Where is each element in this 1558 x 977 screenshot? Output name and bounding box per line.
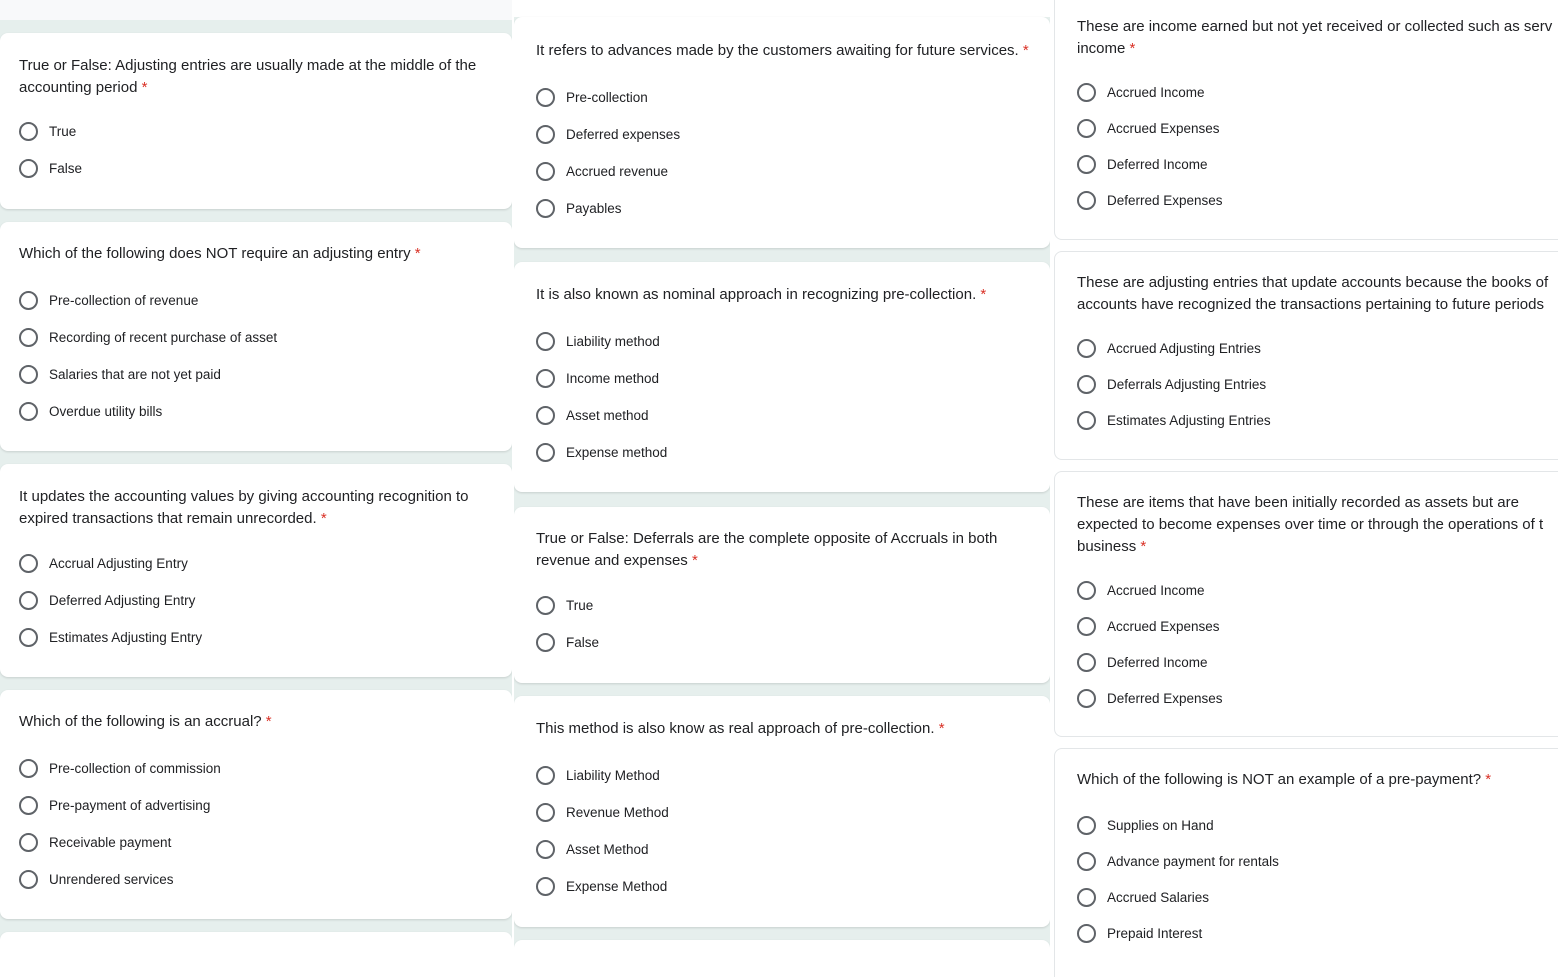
radio-button[interactable] bbox=[1077, 617, 1096, 636]
option-label: Expense method bbox=[566, 444, 668, 460]
radio-option[interactable] bbox=[1077, 885, 1209, 909]
option-label: Estimates Adjusting Entry bbox=[49, 629, 203, 645]
radio-button[interactable] bbox=[536, 199, 555, 218]
option-label: Prepaid Interest bbox=[1107, 925, 1203, 941]
radio-button[interactable] bbox=[19, 402, 38, 421]
radio-button[interactable] bbox=[536, 633, 555, 652]
option-label: Accrued Income bbox=[1107, 84, 1205, 100]
radio-option[interactable] bbox=[1077, 578, 1205, 602]
question-title bbox=[1077, 492, 1543, 558]
radio-option[interactable] bbox=[19, 756, 221, 780]
radio-option[interactable] bbox=[536, 800, 669, 824]
option-label: False bbox=[566, 634, 600, 650]
radio-option[interactable] bbox=[19, 325, 277, 349]
radio-option[interactable] bbox=[19, 288, 198, 312]
radio-button[interactable] bbox=[536, 443, 555, 462]
radio-button[interactable] bbox=[1077, 375, 1096, 394]
radio-button[interactable] bbox=[1077, 653, 1096, 672]
question-title bbox=[1077, 769, 1491, 791]
option-label: Deferred Expenses bbox=[1107, 690, 1223, 706]
question-title bbox=[1077, 16, 1552, 60]
radio-button[interactable] bbox=[1077, 581, 1096, 600]
question-title-line: This method is also know as real approach of pre-collection. bbox=[536, 720, 935, 737]
question-title bbox=[536, 40, 1029, 62]
required-asterisk: * bbox=[980, 286, 987, 303]
option-label: Accrued Income bbox=[1107, 582, 1205, 598]
option-label: Liability Method bbox=[566, 767, 660, 783]
radio-button[interactable] bbox=[19, 833, 38, 852]
question-card bbox=[514, 262, 1050, 492]
question-title-line: accounts have recognized the transactions pertaining to future periods bbox=[1077, 296, 1544, 313]
question-title-line: It is also known as nominal approach in recognizing pre-collection. bbox=[536, 286, 977, 303]
radio-option[interactable] bbox=[536, 630, 599, 654]
option-label: Payables bbox=[566, 200, 622, 216]
radio-option[interactable] bbox=[536, 196, 622, 220]
radio-button[interactable] bbox=[19, 796, 38, 815]
question-title bbox=[19, 55, 476, 99]
option-label: Receivable payment bbox=[49, 834, 172, 850]
question-title bbox=[1077, 272, 1548, 316]
radio-button[interactable] bbox=[536, 596, 555, 615]
radio-option[interactable] bbox=[1077, 813, 1214, 837]
radio-option[interactable] bbox=[536, 440, 667, 464]
question-title bbox=[19, 486, 468, 530]
question-title-line: These are items that have been initially recorded as assets but are bbox=[1077, 494, 1519, 511]
radio-option[interactable] bbox=[536, 403, 649, 427]
question-card bbox=[1054, 471, 1558, 737]
question-card bbox=[0, 33, 512, 209]
required-asterisk: * bbox=[691, 552, 698, 569]
option-label: Accrued Salaries bbox=[1107, 889, 1210, 905]
radio-option[interactable] bbox=[1077, 188, 1223, 212]
radio-button[interactable] bbox=[19, 159, 38, 178]
radio-button[interactable] bbox=[19, 365, 38, 384]
question-title-line: True or False: Adjusting entries are usually made at the middle of the bbox=[19, 57, 477, 74]
option-label: Salaries that are not yet paid bbox=[49, 366, 221, 382]
radio-button[interactable] bbox=[536, 840, 555, 859]
radio-button[interactable] bbox=[536, 877, 555, 896]
question-title-line: accounting period bbox=[19, 79, 138, 96]
radio-option[interactable] bbox=[1077, 408, 1271, 432]
option-label: Deferrals Adjusting Entries bbox=[1107, 376, 1267, 392]
required-asterisk: * bbox=[1022, 42, 1029, 59]
question-title-line: These are adjusting entries that update accounts because the books of bbox=[1077, 274, 1549, 291]
option-label: Pre-payment of advertising bbox=[49, 797, 211, 813]
radio-button[interactable] bbox=[536, 125, 555, 144]
radio-button[interactable] bbox=[1077, 816, 1096, 835]
option-label: Deferred expenses bbox=[566, 126, 681, 142]
radio-option[interactable] bbox=[536, 763, 660, 787]
question-card bbox=[514, 17, 1050, 248]
required-asterisk: * bbox=[320, 510, 327, 527]
option-label: Asset Method bbox=[566, 841, 649, 857]
radio-option[interactable] bbox=[536, 329, 660, 353]
radio-option[interactable] bbox=[1077, 152, 1208, 176]
question-card bbox=[1054, 0, 1558, 240]
question-title bbox=[19, 711, 272, 733]
option-label: Revenue Method bbox=[566, 804, 669, 820]
question-card-partial bbox=[0, 932, 512, 977]
question-card bbox=[1054, 251, 1558, 460]
required-asterisk: * bbox=[265, 713, 272, 730]
radio-option[interactable] bbox=[1077, 372, 1266, 396]
question-title bbox=[536, 528, 997, 572]
option-label: Accrual Adjusting Entry bbox=[49, 555, 188, 571]
radio-button[interactable] bbox=[536, 332, 555, 351]
radio-button[interactable] bbox=[19, 591, 38, 610]
option-label: Unrendered services bbox=[49, 871, 174, 887]
radio-option[interactable] bbox=[536, 366, 659, 390]
question-title-line: revenue and expenses bbox=[536, 552, 688, 569]
question-card bbox=[0, 690, 512, 919]
question-card bbox=[0, 222, 512, 451]
question-title-line: True or False: Deferrals are the complete opposite of Accruals in both bbox=[536, 530, 998, 547]
column-top-strip bbox=[514, 0, 1050, 17]
radio-button[interactable] bbox=[19, 122, 38, 141]
radio-option[interactable] bbox=[19, 399, 162, 423]
option-label: Pre-collection of commission bbox=[49, 760, 221, 776]
radio-option[interactable] bbox=[19, 830, 171, 854]
question-title-line: It refers to advances made by the customers awaiting for future services. bbox=[536, 42, 1019, 59]
question-title-line: expired transactions that remain unrecorded. bbox=[19, 510, 317, 527]
option-label: Accrued Expenses bbox=[1107, 120, 1220, 136]
question-card bbox=[0, 464, 512, 677]
required-asterisk: * bbox=[1129, 40, 1136, 57]
option-label: Expense Method bbox=[566, 878, 668, 894]
radio-option[interactable] bbox=[19, 362, 221, 386]
radio-button[interactable] bbox=[1077, 924, 1096, 943]
required-asterisk: * bbox=[141, 79, 148, 96]
radio-button[interactable] bbox=[536, 766, 555, 785]
question-title bbox=[536, 718, 945, 740]
option-label: Supplies on Hand bbox=[1107, 817, 1214, 833]
question-title-line: Which of the following is NOT an example of a pre-payment? bbox=[1077, 771, 1482, 788]
question-title bbox=[19, 243, 421, 265]
option-label: True bbox=[49, 123, 77, 139]
radio-option[interactable] bbox=[19, 551, 188, 575]
option-label: Asset method bbox=[566, 407, 649, 423]
radio-button[interactable] bbox=[19, 870, 38, 889]
radio-option[interactable] bbox=[536, 159, 668, 183]
radio-button[interactable] bbox=[1077, 689, 1096, 708]
radio-button[interactable] bbox=[536, 369, 555, 388]
option-label: Deferred Income bbox=[1107, 654, 1208, 670]
option-label: Deferred Adjusting Entry bbox=[49, 592, 196, 608]
radio-option[interactable] bbox=[19, 588, 195, 612]
radio-option[interactable] bbox=[19, 793, 210, 817]
radio-button[interactable] bbox=[1077, 119, 1096, 138]
radio-option[interactable] bbox=[536, 837, 649, 861]
option-label: Pre-collection of revenue bbox=[49, 292, 199, 308]
question-title-line: Which of the following is an accrual? bbox=[19, 713, 262, 730]
radio-option[interactable] bbox=[1077, 80, 1205, 104]
option-label: Recording of recent purchase of asset bbox=[49, 329, 278, 345]
question-card-partial bbox=[514, 940, 1050, 977]
option-label: Accrued Expenses bbox=[1107, 618, 1220, 634]
question-title-line: income bbox=[1077, 40, 1126, 57]
question-title-line: expected to become expenses over time or through the operations of t bbox=[1077, 516, 1544, 533]
radio-option[interactable] bbox=[19, 156, 82, 180]
radio-button[interactable] bbox=[19, 759, 38, 778]
radio-button[interactable] bbox=[19, 291, 38, 310]
radio-option[interactable] bbox=[1077, 116, 1220, 140]
option-label: Accrued revenue bbox=[566, 163, 669, 179]
question-card bbox=[1054, 748, 1558, 977]
option-label: False bbox=[49, 160, 83, 176]
question-card bbox=[514, 696, 1050, 927]
radio-button[interactable] bbox=[536, 406, 555, 425]
radio-button[interactable] bbox=[19, 554, 38, 573]
radio-option[interactable] bbox=[19, 625, 202, 649]
radio-option[interactable] bbox=[1077, 614, 1220, 638]
radio-option[interactable] bbox=[536, 122, 680, 146]
radio-button[interactable] bbox=[19, 628, 38, 647]
option-label: True bbox=[566, 597, 594, 613]
radio-option[interactable] bbox=[19, 867, 174, 891]
radio-button[interactable] bbox=[1077, 888, 1096, 907]
option-label: Advance payment for rentals bbox=[1107, 853, 1279, 869]
question-title-line: It updates the accounting values by giving accounting recognition to bbox=[19, 488, 469, 505]
radio-button[interactable] bbox=[1077, 155, 1096, 174]
radio-option[interactable] bbox=[536, 85, 648, 109]
radio-button[interactable] bbox=[1077, 191, 1096, 210]
radio-option[interactable] bbox=[536, 593, 593, 617]
radio-button[interactable] bbox=[19, 328, 38, 347]
option-label: Income method bbox=[566, 370, 660, 386]
option-label: Deferred Expenses bbox=[1107, 192, 1223, 208]
required-asterisk: * bbox=[938, 720, 945, 737]
required-asterisk: * bbox=[414, 245, 421, 262]
question-title-line: business bbox=[1077, 538, 1137, 555]
option-label: Liability method bbox=[566, 333, 660, 349]
radio-button[interactable] bbox=[536, 162, 555, 181]
form-column-2 bbox=[514, 0, 1050, 977]
radio-button[interactable] bbox=[1077, 852, 1096, 871]
radio-option[interactable] bbox=[536, 874, 667, 898]
question-title bbox=[536, 284, 986, 306]
column-top-strip bbox=[0, 0, 512, 20]
radio-button[interactable] bbox=[1077, 411, 1096, 430]
option-label: Deferred Income bbox=[1107, 156, 1208, 172]
radio-button[interactable] bbox=[536, 803, 555, 822]
question-title-line: These are income earned but not yet received or collected such as serv bbox=[1077, 18, 1553, 35]
form-column-3 bbox=[1052, 0, 1558, 977]
option-label: Estimates Adjusting Entries bbox=[1107, 412, 1271, 428]
radio-option[interactable] bbox=[1077, 686, 1223, 710]
radio-button[interactable] bbox=[1077, 83, 1096, 102]
option-label: Overdue utility bills bbox=[49, 403, 163, 419]
question-title-line: Which of the following does NOT require an adjusting entry bbox=[19, 245, 411, 262]
radio-option[interactable] bbox=[1077, 336, 1261, 360]
radio-button[interactable] bbox=[536, 88, 555, 107]
required-asterisk: * bbox=[1485, 771, 1492, 788]
radio-button[interactable] bbox=[1077, 339, 1096, 358]
radio-option[interactable] bbox=[1077, 921, 1202, 945]
required-asterisk: * bbox=[1140, 538, 1147, 555]
radio-option[interactable] bbox=[1077, 849, 1279, 873]
form-column-1 bbox=[0, 0, 512, 977]
radio-option[interactable] bbox=[19, 119, 76, 143]
option-label: Accrued Adjusting Entries bbox=[1107, 340, 1261, 356]
radio-option[interactable] bbox=[1077, 650, 1208, 674]
question-card bbox=[514, 507, 1050, 683]
option-label: Pre-collection bbox=[566, 89, 648, 105]
